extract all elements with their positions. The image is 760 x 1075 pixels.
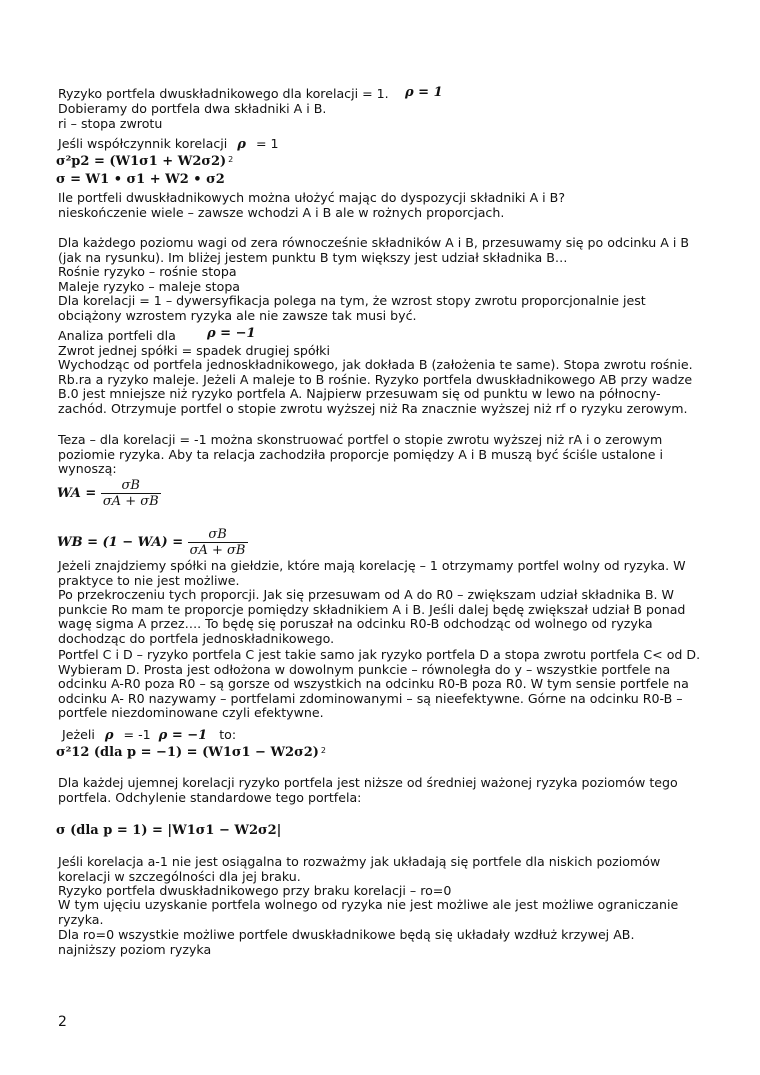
text-line: Dla ro=0 wszystkie możliwe portfele dwuskładnikowe będą się układały wzdłuż krzywej AB. — [58, 927, 635, 942]
paragraph: Dla korelacji = 1 – dywersyfikacja polega na tym, że wzrost stopy zwrotu proporcjonalnie jest obciążony wzrostem ryzyka ale nie zawsze tak musi być. — [58, 293, 646, 323]
formula-rho-equals-one: ρ = 1 — [405, 85, 443, 100]
paragraph-thesis: Teza – dla korelacji = -1 można skonstruować portfel o stopie zwrotu wyższej niż rA i o zerowym poziomie ryzyka. Aby ta relacja zachodziła proporcje pomiędzy A i B muszą być ściśle ustalone i wynoszą: — [58, 432, 663, 477]
heading-correlation-minus-one: Analiza portfeli dla — [58, 328, 176, 343]
heading-correlation-plus-one — [58, 87, 389, 102]
text-line: Ryzyko portfela dwuskładnikowego przy braku korelacji – ro=0 — [58, 883, 452, 898]
paragraph: Dla każdej ujemnej korelacji ryzyko portfela jest niższe od średniej ważonej ryzyka poziomów tego portfela. Odchylenie standardowe tego portfela: — [58, 775, 678, 805]
rho-symbol: ρ — [104, 728, 114, 743]
text-line-correlation — [58, 137, 279, 153]
page-number: 2 — [58, 1014, 67, 1030]
text-line: Maleje ryzyko – maleje stopa — [58, 279, 241, 294]
formula-sigma-sum: σ = W1 • σ1 + W2 • σ2 — [56, 172, 225, 187]
paragraph: Po przekroczeniu tych proporcji. Jak się przesuwam od A do R0 – zwiększam udział składnika B. W punkcie Ro mam te proporcje pomiędzy składnikiem A i B. Jeśli dalej będę zwiększał udział B ponad wagę sigma A przez…. To będę się poruszał na odcinku R0-B odchodząc od wolnego od ryzyka dochodząc do portfela jednoskładnikowego. — [58, 587, 686, 646]
formula-weight-b — [57, 527, 248, 558]
formula-variance-p2 — [56, 152, 233, 169]
rho-symbol: ρ — [237, 137, 246, 152]
fraction-numerator: σB — [208, 527, 227, 542]
text-line: Ile portfeli dwuskładnikowych można ułożyć mając do dyspozycji składniki A i B? — [58, 190, 566, 205]
fraction — [101, 478, 161, 509]
paragraph: Jeżeli znajdziemy spółki na giełdzie, które mają korelację – 1 otrzymamy portfel wolny od ryzyka. W praktyce to nie jest możliwe. — [58, 558, 686, 588]
fraction-denominator: σA + σB — [102, 494, 159, 509]
text-line: Dobieramy do portfela dwa składniki A i B. — [58, 101, 327, 116]
fraction-denominator: σA + σB — [189, 543, 246, 558]
formula-exponent: 2 — [228, 155, 234, 164]
formula-rho-equals-minus-one: ρ = −1 — [158, 728, 208, 743]
text-line: Zwrot jednej spółki = spadek drugiej spółki — [58, 343, 330, 358]
fraction — [188, 527, 248, 558]
paragraph: W tym ujęciu uzyskanie portfela wolnego od ryzyka nie jest możliwe ale jest możliwe ograniczanie ryzyka. — [58, 897, 679, 927]
text-line-if-rho — [62, 728, 236, 744]
formula-lhs: WA = — [57, 486, 97, 501]
formula-exponent: 2 — [320, 746, 326, 755]
formula-sigma-abs: σ (dla p = 1) = |W1σ1 − W2σ2| — [56, 823, 282, 838]
formula-text: σ²p2 = (W1σ1 + W2σ2) — [56, 154, 227, 169]
text-fragment: = -1 — [123, 727, 151, 742]
text-fragment: = 1 — [255, 136, 279, 151]
formula-text: σ²12 (dla p = −1) = (W1σ1 − W2σ2) — [56, 745, 319, 760]
text-fragment: Jeżeli — [62, 727, 95, 742]
paragraph: Wychodząc od portfela jednoskładnikowego, jak dokłada B (założenia te same). Stopa zwrotu rośnie. Rb.ra a ryzyko maleje. Jeżeli A maleje to B rośnie. Ryzyko portfela dwuskładnikowego AB przy wadze B.0 jest mniejsze niż ryzyko portfela A. Najpierw przesuwam się od punktu w lewo na północny-zachód. Otrzymuje portfel o stopie zwrotu wyższej niż Ra znacznie wyższej niż rf o ryzyku zerowym. — [58, 357, 693, 416]
text-line: najniższy poziom ryzyka — [58, 942, 212, 957]
text-line: ri – stopa zwrotu — [58, 116, 163, 131]
paragraph: Jeśli korelacja a-1 nie jest osiągalna to rozważmy jak układają się portfele dla niskich poziomów korelacji w szczególności dla jej braku. — [58, 854, 661, 884]
paragraph: Dla każdego poziomu wagi od zera równocześnie składników A i B, przesuwamy się po odcinku A i B (jak na rysunku). Im bliżej jestem punktu B tym większy jest udział składnika B… — [58, 235, 689, 265]
fraction-numerator: σB — [121, 478, 140, 493]
formula-lhs: WB = (1 − WA) = — [57, 535, 184, 550]
text-line: Rośnie ryzyko – rośnie stopa — [58, 264, 237, 279]
text-line: nieskończenie wiele – zawsze wchodzi A i B ale w rożnych proporcjach. — [58, 205, 505, 220]
formula-rho-equals-minus-one: ρ = −1 — [207, 326, 256, 341]
text-line: Ryzyko portfela dwuskładnikowego dla korelacji = 1. — [58, 86, 389, 101]
paragraph: Portfel C i D – ryzyko portfela C jest takie samo jak ryzyko portfela D a stopa zwrotu portfela C< od D. Wybieram D. Prosta jest odłożona w dowolnym punkcie – równoległa do y – wszystkie portfele na odcinku A-R0 poza R0 – są gorsze od wszystkich na odcinku R0-B poza R0. W tym sensie portfele na odcinku A- R0 nazywamy – portfelami zdominowanymi – są nieefektywne. Górne na odcinku R0-B – portfele niezdominowane czyli efektywne. — [58, 647, 701, 721]
text-fragment: to: — [219, 727, 237, 742]
formula-variance-12 — [56, 743, 326, 760]
formula-weight-a — [57, 478, 161, 509]
text-fragment: Jeśli współczynnik korelacji — [58, 136, 228, 151]
